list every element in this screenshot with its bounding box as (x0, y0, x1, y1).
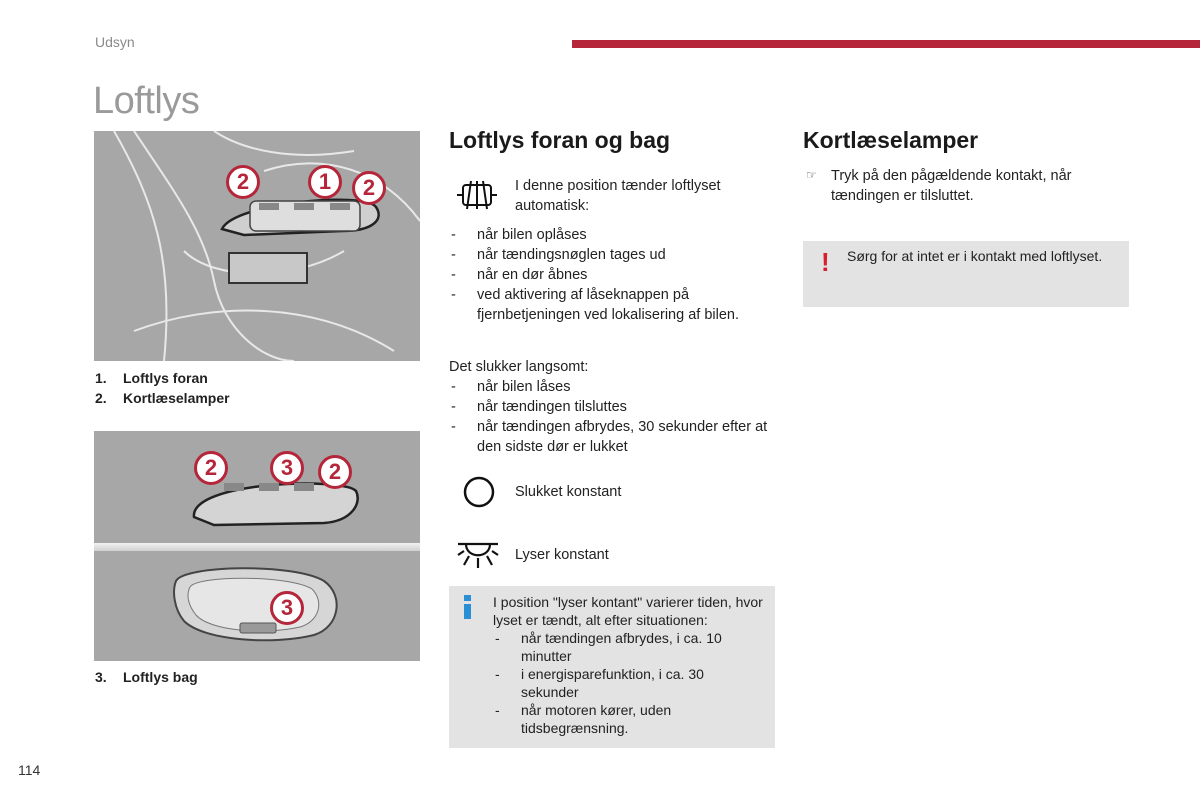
page-title: Loftlys (93, 80, 200, 122)
off-constant-icon (462, 475, 496, 509)
callout-1: 1 (308, 165, 342, 199)
callout-2-right: 2 (318, 455, 352, 489)
console-illustration (94, 431, 420, 543)
header-accent-bar (572, 40, 1200, 48)
list-item: - når bilen låses (449, 377, 777, 397)
info-text: I position "lyser kontant" varierer tiden, hvor lyset er tændt, alt efter situationen: (493, 594, 763, 628)
legend-item: 1. Loftlys foran (95, 370, 208, 386)
off-intro-text: Det slukker langsomt: (449, 359, 589, 375)
figure-divider (94, 543, 420, 551)
legend-item: 2. Kortlæselamper (95, 390, 230, 406)
callout-2-right: 2 (352, 171, 386, 205)
list-item: - ved aktivering af låseknappen på fjernbetjeningen ved lokalisering af bilen. (449, 285, 774, 325)
off-list (449, 377, 777, 457)
warning-text: Sørg for at intet er i kontakt med loftlyset. (847, 248, 1103, 264)
front-rear-heading: Loftlys foran og bag (449, 127, 671, 153)
callout-2-left: 2 (194, 451, 228, 485)
info-list (493, 629, 723, 737)
front-roof-light-drawing (94, 131, 420, 361)
section-label: Udsyn (95, 34, 135, 50)
figure2-legend (95, 667, 198, 687)
list-item: - når tændingen tilsluttes (449, 397, 777, 417)
rear-light-illustration (94, 551, 420, 661)
warning-box (803, 241, 1129, 307)
page-number: 114 (18, 762, 41, 778)
legend-item: 3. Loftlys bag (95, 669, 198, 685)
callout-3-rear: 3 (270, 591, 304, 625)
map-lamps-heading: Kortlæselamper (803, 127, 979, 153)
list-item: - når bilen oplåses (449, 225, 774, 245)
list-item: - i energisparefunktion, i ca. 30 sekunder (493, 665, 723, 701)
rear-light-drawing (94, 551, 420, 661)
list-item: - når motoren kører, uden tidsbegrænsning. (493, 701, 723, 737)
callout-3: 3 (270, 451, 304, 485)
list-item: - når tændingen afbrydes, 30 sekunder efter at den sidste dør er lukket (449, 417, 777, 457)
front-roof-light-illustration (94, 131, 420, 361)
list-item: - når tændingen afbrydes, i ca. 10 minutter (493, 629, 723, 665)
on-constant-icon (456, 539, 500, 571)
off-constant-label: Slukket konstant (515, 484, 622, 500)
list-item: - når en dør åbnes (449, 265, 774, 285)
console-drawing (94, 431, 420, 543)
on-constant-label: Lyser konstant (515, 547, 609, 563)
figure1-legend (95, 368, 230, 408)
warning-icon: ! (821, 247, 830, 277)
list-item: - når tændingsnøglen tages ud (449, 245, 774, 265)
info-icon (463, 595, 472, 619)
auto-mode-list (449, 225, 774, 325)
door-mode-icon (455, 178, 499, 212)
info-box (449, 586, 775, 748)
map-lamps-instruction: Tryk på den pågældende kontakt, når tændingen er tilsluttet. (831, 168, 1072, 204)
pointing-hand-icon: ☞ (806, 168, 817, 182)
auto-mode-text: I denne position tænder loftlyset automatisk: (515, 178, 721, 214)
callout-2-left: 2 (226, 165, 260, 199)
